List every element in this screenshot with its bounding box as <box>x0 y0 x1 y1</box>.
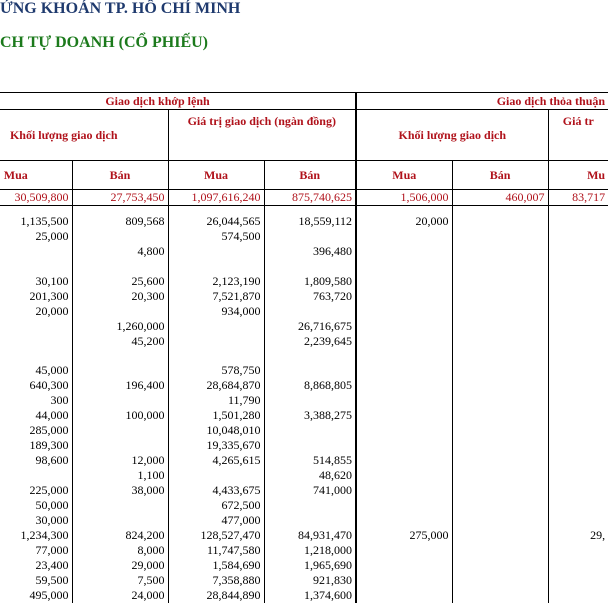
table-cell <box>356 334 452 349</box>
spacer-row <box>0 206 608 215</box>
table-cell: 921,830 <box>264 573 356 588</box>
table-cell: 26,044,565 <box>168 214 264 229</box>
table-cell: 672,500 <box>168 498 264 513</box>
table-row <box>0 214 608 229</box>
table-cell <box>168 334 264 349</box>
table-row <box>0 543 608 558</box>
table-row <box>0 438 608 453</box>
table-cell: 29, <box>548 528 608 543</box>
table-cell: 1,501,280 <box>168 408 264 423</box>
table-cell: 30,000 <box>0 513 72 528</box>
table-cell <box>548 423 608 438</box>
table-row <box>0 483 608 498</box>
total-cell: 875,740,625 <box>264 190 356 206</box>
table-cell <box>264 349 356 364</box>
table-cell <box>452 334 548 349</box>
table-row <box>0 393 608 408</box>
table-cell: 189,300 <box>0 438 72 453</box>
table-cell <box>168 244 264 259</box>
table-row <box>0 304 608 319</box>
table-row <box>0 408 608 423</box>
table-row <box>0 378 608 393</box>
table-cell <box>356 498 452 513</box>
table-cell <box>72 349 168 364</box>
table-cell <box>452 393 548 408</box>
table-cell: 8,868,805 <box>264 378 356 393</box>
table-cell: 578,750 <box>168 363 264 378</box>
table-cell <box>548 468 608 483</box>
table-cell <box>452 453 548 468</box>
table-cell: 7,500 <box>72 573 168 588</box>
table-cell: 763,720 <box>264 289 356 304</box>
table-cell <box>548 483 608 498</box>
table-cell <box>356 274 452 289</box>
table-cell: 20,300 <box>72 289 168 304</box>
table-cell <box>548 573 608 588</box>
table-cell: 11,747,580 <box>168 543 264 558</box>
table-cell <box>264 363 356 378</box>
table-cell <box>356 259 452 274</box>
table-cell <box>452 468 548 483</box>
table-cell: 100,000 <box>72 408 168 423</box>
table-cell <box>356 319 452 334</box>
table-cell: 285,000 <box>0 423 72 438</box>
table-cell: 8,000 <box>72 543 168 558</box>
table-cell: 77,000 <box>0 543 72 558</box>
table-row <box>0 363 608 378</box>
table-body <box>0 190 608 603</box>
table-cell: 25,000 <box>0 229 72 244</box>
table-cell: 24,000 <box>72 588 168 603</box>
table-cell <box>548 393 608 408</box>
subheader-negotiated-value: Giá tr <box>548 110 608 161</box>
table-cell <box>356 513 452 528</box>
table-cell <box>548 513 608 528</box>
table-row <box>0 259 608 274</box>
table-cell <box>548 498 608 513</box>
table-row <box>0 423 608 438</box>
column-header-sell: Bán <box>264 161 356 190</box>
table-cell <box>264 423 356 438</box>
table-cell <box>452 378 548 393</box>
table-cell: 7,358,880 <box>168 573 264 588</box>
table-cell <box>264 229 356 244</box>
table-cell <box>548 304 608 319</box>
table-cell: 574,500 <box>168 229 264 244</box>
table-cell: 4,433,675 <box>168 483 264 498</box>
total-row <box>0 190 608 206</box>
column-header-sell: Bán <box>72 161 168 190</box>
table-row <box>0 588 608 603</box>
group-header-negotiated: Giao dịch thỏa thuận <box>356 93 608 110</box>
table-cell <box>168 259 264 274</box>
table-cell <box>548 453 608 468</box>
table-cell <box>356 588 452 603</box>
table-cell <box>452 363 548 378</box>
table-cell <box>0 349 72 364</box>
table-cell <box>72 304 168 319</box>
table-cell <box>548 378 608 393</box>
table-cell: 2,239,645 <box>264 334 356 349</box>
table-cell <box>452 274 548 289</box>
table-cell: 514,855 <box>264 453 356 468</box>
table-cell <box>548 274 608 289</box>
table-cell: 23,400 <box>0 558 72 573</box>
table-cell: 196,400 <box>72 378 168 393</box>
table-cell <box>356 453 452 468</box>
table-cell <box>548 543 608 558</box>
table-cell: 98,600 <box>0 453 72 468</box>
document-subtitle: CH TỰ DOANH (CỔ PHIẾU) <box>0 34 208 52</box>
table-cell <box>452 304 548 319</box>
table-row <box>0 289 608 304</box>
table-cell: 1,584,690 <box>168 558 264 573</box>
table-cell <box>0 468 72 483</box>
table-cell: 1,965,690 <box>264 558 356 573</box>
table-cell <box>548 244 608 259</box>
table-cell: 1,100 <box>72 468 168 483</box>
table-cell <box>356 378 452 393</box>
table-cell: 495,000 <box>0 588 72 603</box>
table-cell: 38,000 <box>72 483 168 498</box>
table-cell <box>548 334 608 349</box>
table-cell: 225,000 <box>0 483 72 498</box>
table-cell <box>168 468 264 483</box>
table-cell <box>0 334 72 349</box>
table-row <box>0 244 608 259</box>
table-cell <box>0 319 72 334</box>
table-cell <box>452 513 548 528</box>
table-cell <box>264 438 356 453</box>
table-cell <box>72 363 168 378</box>
column-header-buy: Mua <box>168 161 264 190</box>
table-cell: 18,559,112 <box>264 214 356 229</box>
table-cell: 934,000 <box>168 304 264 319</box>
table-cell <box>548 438 608 453</box>
total-cell: 1,097,616,240 <box>168 190 264 206</box>
table-cell <box>452 483 548 498</box>
total-cell: 1,506,000 <box>356 190 452 206</box>
table-cell <box>548 289 608 304</box>
table-cell: 1,809,580 <box>264 274 356 289</box>
group-header-matched: Giao dịch khớp lệnh <box>0 93 356 110</box>
table-cell <box>356 423 452 438</box>
table-cell <box>72 393 168 408</box>
table-cell <box>452 528 548 543</box>
table-cell: 28,684,870 <box>168 378 264 393</box>
subheader-negotiated-volume: Khối lượng giao dịch <box>356 110 548 161</box>
table-cell <box>72 498 168 513</box>
column-header-buy: Mu <box>548 161 608 190</box>
table-cell <box>356 304 452 319</box>
table-cell: 396,480 <box>264 244 356 259</box>
table-cell <box>356 244 452 259</box>
table-cell <box>356 483 452 498</box>
table-cell <box>356 349 452 364</box>
column-header-buy: Mua <box>0 161 72 190</box>
table-cell <box>264 393 356 408</box>
table-cell <box>548 408 608 423</box>
table-cell <box>0 244 72 259</box>
table-cell <box>264 513 356 528</box>
table-cell <box>548 558 608 573</box>
total-cell: 460,007 <box>452 190 548 206</box>
table-cell <box>72 513 168 528</box>
table-cell: 7,521,870 <box>168 289 264 304</box>
table-cell <box>548 214 608 229</box>
table-cell <box>356 438 452 453</box>
table-row <box>0 453 608 468</box>
proprietary-trading-table <box>0 92 600 600</box>
table-cell: 824,200 <box>72 528 168 543</box>
table-cell: 1,234,300 <box>0 528 72 543</box>
table-row <box>0 349 608 364</box>
column-header-buy: Mua <box>356 161 452 190</box>
table-cell: 3,388,275 <box>264 408 356 423</box>
table-cell: 48,620 <box>264 468 356 483</box>
table-cell: 300 <box>0 393 72 408</box>
table-cell: 1,218,000 <box>264 543 356 558</box>
table-cell: 28,844,890 <box>168 588 264 603</box>
table-cell: 1,374,600 <box>264 588 356 603</box>
table-cell <box>452 214 548 229</box>
table-cell <box>168 349 264 364</box>
table-cell: 84,931,470 <box>264 528 356 543</box>
table-row <box>0 498 608 513</box>
table-cell: 20,000 <box>0 304 72 319</box>
table-cell: 25,600 <box>72 274 168 289</box>
table-row <box>0 528 608 543</box>
table-cell <box>452 319 548 334</box>
table-cell <box>72 229 168 244</box>
table-cell <box>452 229 548 244</box>
table-cell <box>356 229 452 244</box>
table-cell: 30,100 <box>0 274 72 289</box>
table-cell <box>548 259 608 274</box>
table-cell <box>452 558 548 573</box>
total-cell: 30,509,800 <box>0 190 72 206</box>
table-cell: 741,000 <box>264 483 356 498</box>
total-cell: 27,753,450 <box>72 190 168 206</box>
table-cell: 12,000 <box>72 453 168 468</box>
table-cell <box>356 408 452 423</box>
table-cell <box>452 498 548 513</box>
buy-sell-header-row <box>0 161 608 190</box>
table-cell: 809,568 <box>72 214 168 229</box>
table-cell: 477,000 <box>168 513 264 528</box>
table-cell: 10,048,010 <box>168 423 264 438</box>
table-cell <box>452 289 548 304</box>
table-row <box>0 334 608 349</box>
table-row <box>0 513 608 528</box>
table-cell: 29,000 <box>72 558 168 573</box>
table-cell <box>356 558 452 573</box>
table-row <box>0 558 608 573</box>
table-cell: 26,716,675 <box>264 319 356 334</box>
table-cell <box>356 543 452 558</box>
table-cell <box>72 438 168 453</box>
table-cell: 1,135,500 <box>0 214 72 229</box>
table-cell <box>72 423 168 438</box>
table-cell <box>452 259 548 274</box>
subheader-matched-value: Giá trị giao dịch (ngàn đồng) <box>168 110 356 161</box>
table-cell <box>356 363 452 378</box>
table-cell: 201,300 <box>0 289 72 304</box>
column-header-sell: Bán <box>452 161 548 190</box>
table-cell <box>0 259 72 274</box>
table-row <box>0 274 608 289</box>
table-cell: 59,500 <box>0 573 72 588</box>
table-cell <box>452 244 548 259</box>
table-cell: 640,300 <box>0 378 72 393</box>
table-cell <box>356 289 452 304</box>
table-cell <box>452 543 548 558</box>
table-cell <box>452 588 548 603</box>
table-row <box>0 573 608 588</box>
document-title: ỨNG KHOÁN TP. HỒ CHÍ MINH <box>0 0 240 18</box>
table-cell <box>548 349 608 364</box>
table-cell: 19,335,670 <box>168 438 264 453</box>
table-cell: 1,260,000 <box>72 319 168 334</box>
table-cell <box>356 573 452 588</box>
table-cell: 275,000 <box>356 528 452 543</box>
table-cell: 11,790 <box>168 393 264 408</box>
table-cell: 50,000 <box>0 498 72 513</box>
table-cell <box>548 229 608 244</box>
table-cell: 20,000 <box>356 214 452 229</box>
table-cell <box>452 423 548 438</box>
table-cell: 128,527,470 <box>168 528 264 543</box>
table-cell <box>452 573 548 588</box>
table-row <box>0 229 608 244</box>
table-cell <box>356 468 452 483</box>
table-cell <box>452 349 548 364</box>
subheader-matched-volume: Khối lượng giao dịch <box>0 110 168 161</box>
table-cell <box>264 259 356 274</box>
table-cell <box>452 408 548 423</box>
table-cell <box>264 304 356 319</box>
table-row <box>0 319 608 334</box>
table-cell: 45,000 <box>0 363 72 378</box>
table-cell <box>72 259 168 274</box>
table-cell <box>264 498 356 513</box>
table-cell <box>452 438 548 453</box>
table-cell <box>168 319 264 334</box>
table-cell: 44,000 <box>0 408 72 423</box>
table-cell: 45,200 <box>72 334 168 349</box>
table-cell: 4,800 <box>72 244 168 259</box>
total-cell: 83,717 <box>548 190 608 206</box>
table-cell: 4,265,615 <box>168 453 264 468</box>
table-cell <box>356 393 452 408</box>
table-cell <box>548 588 608 603</box>
table-cell: 2,123,190 <box>168 274 264 289</box>
table-cell <box>548 319 608 334</box>
table-cell <box>548 363 608 378</box>
table-row <box>0 468 608 483</box>
